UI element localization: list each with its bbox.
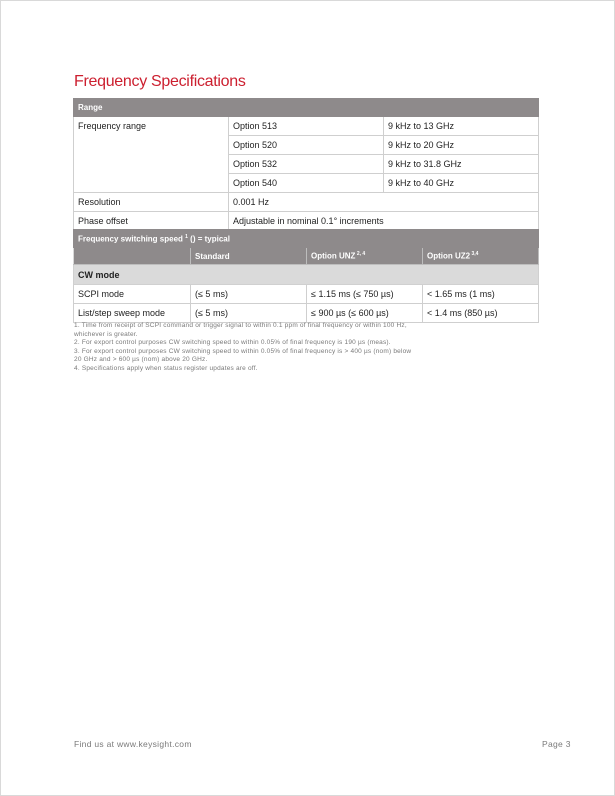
unz-cell: ≤ 900 µs (≤ 600 µs)	[307, 304, 423, 323]
option-cell: Option 520	[229, 136, 384, 155]
column-header-sup: 3,4	[470, 251, 479, 258]
footnote: 20 GHz and > 600 µs (nom) above 20 GHz.	[74, 356, 208, 363]
table-row	[74, 285, 539, 304]
range-cell: 9 kHz to 13 GHz	[384, 117, 539, 136]
frequency-range-label: Frequency range	[74, 117, 229, 193]
option-cell: Option 540	[229, 174, 384, 193]
range-header-row	[74, 99, 539, 117]
cw-mode-row	[74, 265, 539, 285]
column-header-sup: 2, 4	[355, 251, 366, 258]
table-row	[74, 304, 539, 323]
standard-cell: (≤ 5 ms)	[191, 285, 307, 304]
table-row	[74, 117, 539, 136]
table-row	[74, 193, 539, 212]
footnote: 2. For export control purposes CW switching speed to within 0.05% of final frequency is 190 µs (meas).	[74, 339, 391, 346]
column-header-row	[74, 248, 539, 265]
footnote: 3. For export control purposes CW switching speed to within 0.05% of final frequency is > 400 µs (nom) below	[74, 347, 412, 355]
footnotes	[74, 322, 411, 373]
standard-cell: (≤ 5 ms)	[191, 304, 307, 323]
option-cell: Option 532	[229, 155, 384, 174]
footer-website: Find us at www.keysight.com	[74, 739, 192, 749]
range-cell: 9 kHz to 20 GHz	[384, 136, 539, 155]
cw-mode-subheader: CW mode	[74, 265, 539, 285]
range-cell: 9 kHz to 31.8 GHz	[384, 155, 539, 174]
option-cell: Option 513	[229, 117, 384, 136]
uz2-cell: < 1.65 ms (1 ms)	[423, 285, 539, 304]
phase-offset-value: Adjustable in nominal 0.1° increments	[229, 212, 539, 231]
row-label: SCPI mode	[74, 285, 191, 304]
column-header-unz	[307, 248, 423, 265]
switching-speed-table	[73, 229, 539, 323]
column-header-label: Standard	[195, 251, 230, 261]
uz2-cell: < 1.4 ms (850 µs)	[423, 304, 539, 323]
column-header-label: Option UNZ	[311, 251, 356, 261]
column-header	[74, 248, 191, 265]
resolution-value: 0.001 Hz	[229, 193, 539, 212]
switching-header-suffix: () = typical	[187, 234, 230, 244]
column-header-standard	[191, 248, 307, 265]
range-header: Range	[74, 99, 539, 117]
range-cell: 9 kHz to 40 GHz	[384, 174, 539, 193]
switching-header-text: Frequency switching speed	[78, 234, 183, 244]
page-title: Frequency Specifications	[74, 73, 246, 90]
row-label: List/step sweep mode	[74, 304, 191, 323]
column-header-label: Option UZ2	[427, 251, 471, 261]
switching-header	[74, 230, 539, 248]
footnote: 4. Specifications apply when status register updates are off.	[74, 364, 258, 372]
footnote: whichever is greater.	[74, 330, 138, 338]
column-header-uz2	[423, 248, 539, 265]
page-number: Page 3	[542, 739, 571, 749]
switching-header-row	[74, 230, 539, 248]
table-row	[74, 212, 539, 231]
phase-offset-label: Phase offset	[74, 212, 229, 231]
range-table	[73, 98, 539, 231]
switching-header-sup: 1	[185, 233, 188, 240]
unz-cell: ≤ 1.15 ms (≤ 750 µs)	[307, 285, 423, 304]
footnote: 1. Time from receipt of SCPI command or trigger signal to within 0.1 ppm of final frequency or within 100 Hz,	[74, 322, 407, 329]
resolution-label: Resolution	[74, 193, 229, 212]
